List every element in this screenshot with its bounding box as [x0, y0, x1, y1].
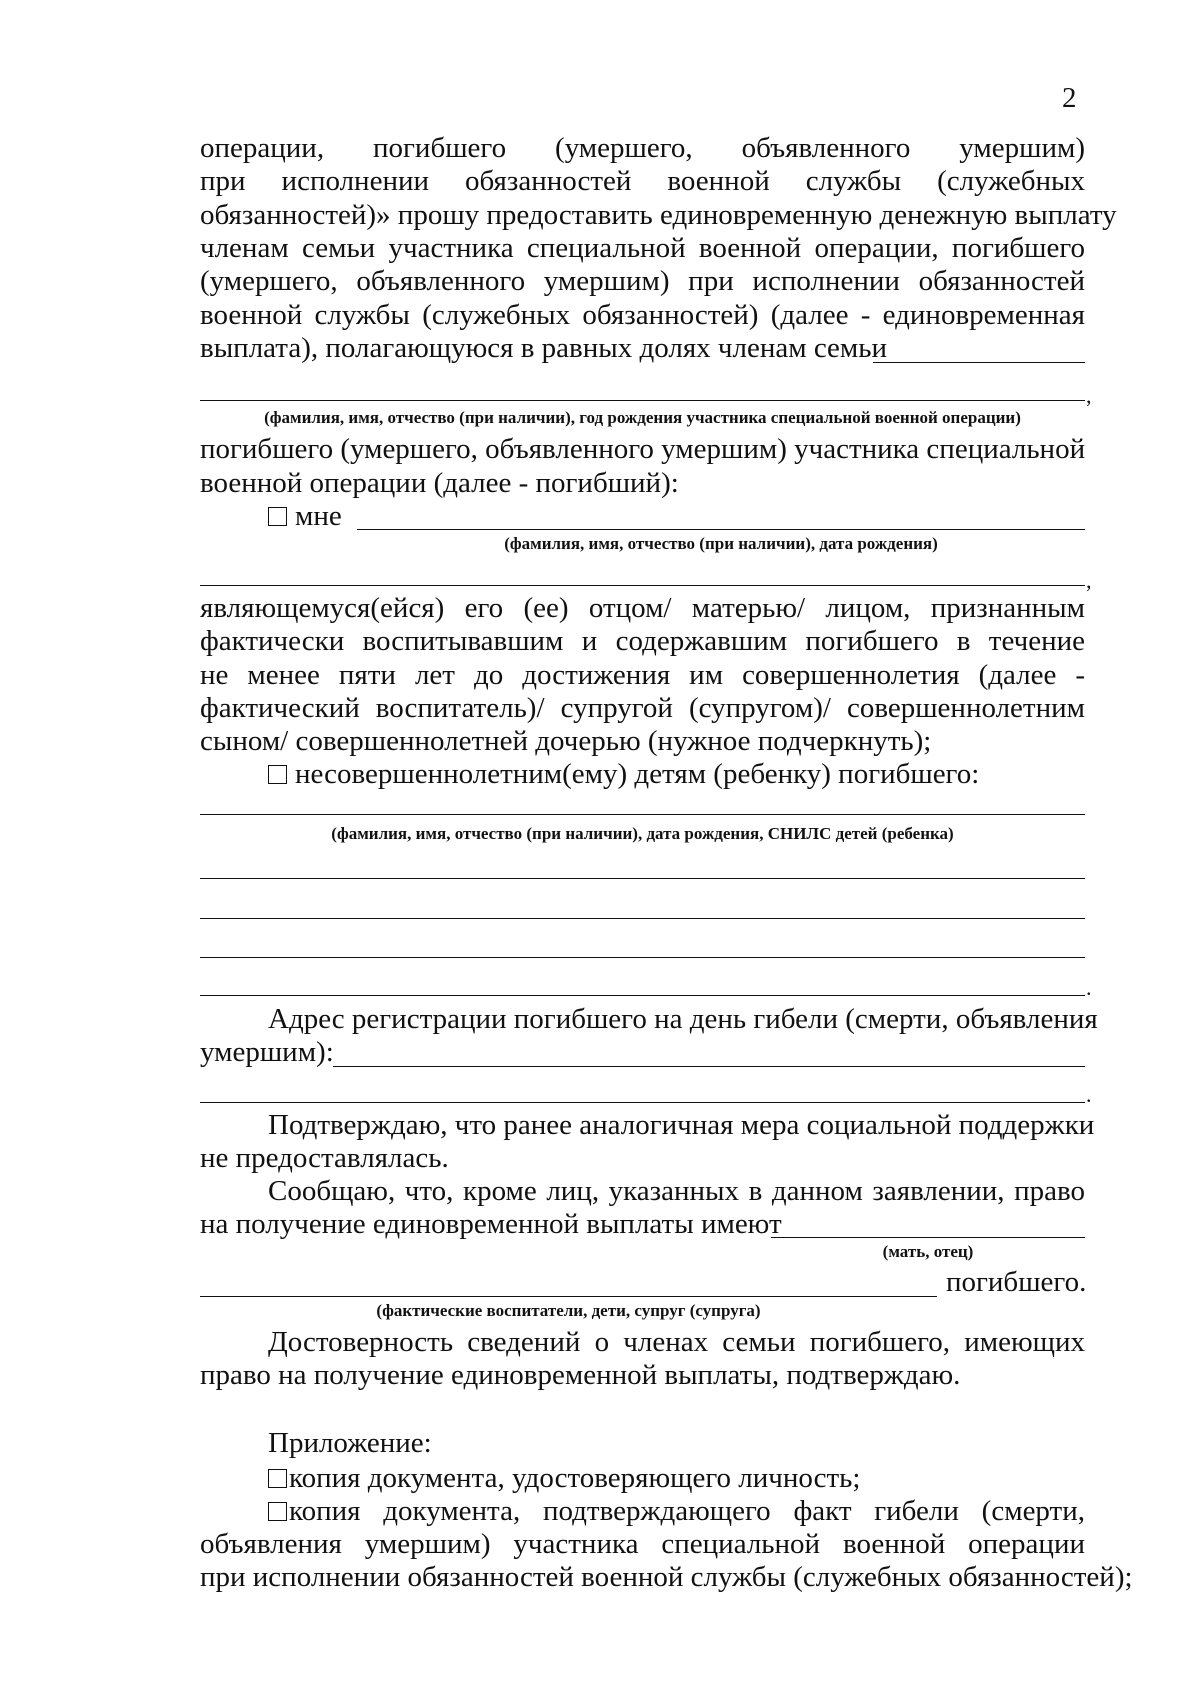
para3-line-4: фактический воспитатель)/ супругой (супругом)/ совершеннолетним [200, 692, 1085, 724]
para3-line-1: являющемуся(ейся) его (ее) отцом/ матерью/ лицом, признанным [200, 592, 1085, 624]
appendix-item-1-label: копия документа, удостоверяющего личность; [289, 1462, 861, 1494]
me-name-field-continued[interactable] [200, 585, 1085, 586]
reliability-line-1: Достоверность сведений о членах семьи погибшего, имеющих [268, 1326, 1085, 1358]
appendix-item-2-checkbox[interactable] [268, 1502, 287, 1521]
confirm-line-2: не предоставлялась. [200, 1142, 449, 1174]
participant-name-field[interactable] [200, 400, 1085, 401]
comma-mark: , [1086, 568, 1092, 593]
children-field-line-3[interactable] [200, 918, 1085, 919]
para1-line-5: (умершего, объявленного умершим) при исполнении обязанностей [200, 265, 1085, 297]
para1-line-4: членам семьи участника специальной военной операции, погибшего [200, 232, 1085, 264]
address-field-line-1[interactable] [333, 1066, 1085, 1067]
comma-mark: , [1086, 383, 1092, 408]
parents-caption: (мать, отец) [882, 1242, 974, 1261]
option-children[interactable] [268, 758, 979, 791]
para1-line-3: обязанностей)» прошу предоставить единовременную денежную выплату [200, 199, 1117, 231]
address-line-2: умершим): [200, 1036, 334, 1068]
para3-line-3: не менее пяти лет до достижения им совершеннолетия (далее - [200, 659, 1085, 691]
appendix-item-2-line-1[interactable] [268, 1495, 1085, 1528]
para1-line-2: при исполнении обязанностей военной службы (служебных [200, 165, 1085, 197]
para1-last-line: выплата), полагающуюся в равных долях членам семьи [200, 332, 888, 364]
inform-line-2: на получение единовременной выплаты имеют [200, 1208, 782, 1240]
para2-line-1: погибшего (умершего, объявленного умершим) участника специальной [200, 433, 1086, 465]
children-field-line-2[interactable] [200, 878, 1085, 879]
para1-line-1: операции, погибшего (умершего, объявленного умершим) [200, 132, 1085, 164]
me-label: мне [295, 500, 342, 532]
address-line-1: Адрес регистрации погибшего на день гибели (смерти, объявления [268, 1003, 1098, 1035]
appendix-item-2-line-3: при исполнении обязанностей военной службы (служебных обязанностей); [200, 1561, 1133, 1593]
parents-field[interactable] [771, 1237, 1085, 1238]
para3-last-line: сыном/ совершеннолетней дочерью (нужное подчеркнуть); [200, 725, 932, 757]
participant-caption: (фамилия, имя, отчество (при наличии), год рождения участника специальной военной операции) [264, 408, 1021, 427]
appendix-item-2-line-2: объявления умершим) участника специальной военной операции [200, 1528, 1085, 1560]
me-name-field[interactable] [357, 529, 1085, 530]
address-field-line-2[interactable] [200, 1102, 1085, 1103]
appendix-item-1-checkbox[interactable] [268, 1469, 287, 1488]
reliability-line-2: право на получение единовременной выплаты, подтверждаю. [200, 1359, 961, 1391]
me-caption: (фамилия, имя, отчество (при наличии), дата рождения) [504, 534, 938, 553]
period-mark: . [1086, 1082, 1092, 1107]
children-caption: (фамилия, имя, отчество (при наличии), дата рождения, СНИЛС детей (ребенка) [331, 824, 954, 843]
appendix-title: Приложение: [268, 1427, 432, 1459]
para3-line-2: фактически воспитывавшим и содержавшим погибшего в течение [200, 625, 1085, 657]
children-checkbox[interactable] [268, 765, 287, 784]
inform-line-3-end: погибшего. [946, 1266, 1087, 1298]
others-caption: (фактические воспитатели, дети, супруг (супруга) [376, 1301, 761, 1320]
children-label: несовершеннолетним(ему) детям (ребенку) погибшего: [295, 758, 980, 790]
others-field[interactable] [200, 1296, 937, 1297]
children-field-line-1[interactable] [200, 814, 1085, 815]
period-mark: . [1086, 975, 1092, 1000]
option-me[interactable] [268, 500, 342, 533]
me-checkbox[interactable] [268, 507, 287, 526]
appendix-item-2-label: копия документа, подтверждающего факт гибели (смерти, [289, 1495, 1085, 1527]
appendix-item-1[interactable] [268, 1462, 860, 1495]
para1-line-6: военной службы (служебных обязанностей) (далее - единовременная [200, 299, 1085, 331]
children-field-line-4[interactable] [200, 957, 1085, 958]
page-number: 2 [1062, 82, 1077, 114]
children-field-line-5[interactable] [200, 995, 1085, 996]
para2-line-2: военной операции (далее - погибший): [200, 467, 679, 499]
family-members-field[interactable] [873, 362, 1085, 363]
inform-line-1: Сообщаю, что, кроме лиц, указанных в данном заявлении, право [268, 1175, 1085, 1207]
confirm-line-1: Подтверждаю, что ранее аналогичная мера социальной поддержки [268, 1109, 1095, 1141]
